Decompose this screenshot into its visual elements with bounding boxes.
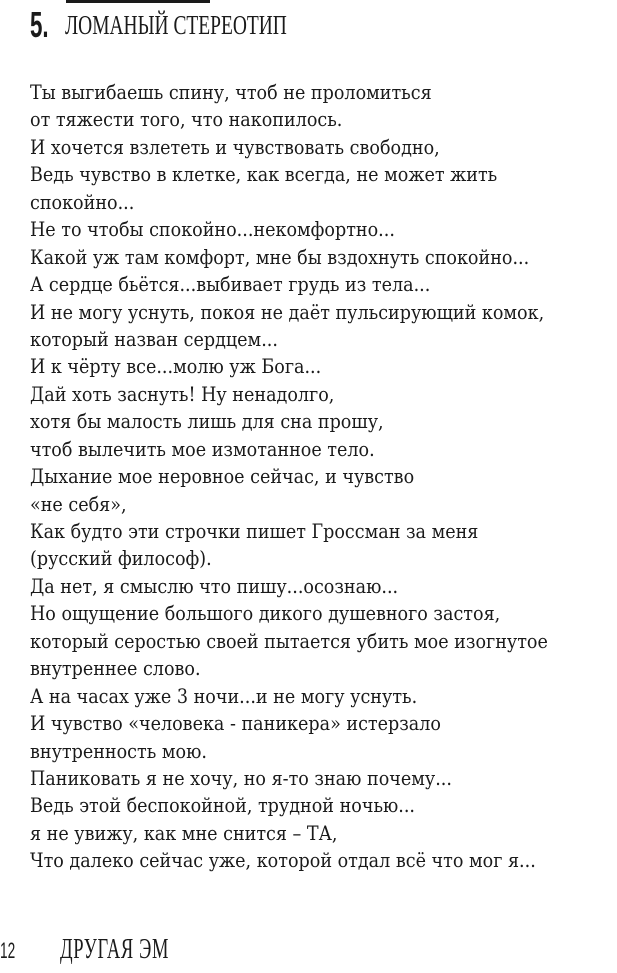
poem-line: Да нет, я смыслю что пишу...осознаю... bbox=[30, 574, 399, 598]
poem-line: Паниковать я не хочу, но я-то знаю почему... bbox=[30, 766, 452, 790]
poem-line: И не могу уснуть, покоя не даёт пульсирующий комок, bbox=[30, 300, 545, 324]
poem-line: от тяжести того, что накопилось. bbox=[30, 108, 343, 132]
chapter-number: 5. bbox=[30, 4, 49, 45]
poem-line: внутреннее слово. bbox=[30, 657, 201, 681]
poem-line: Не то чтобы спокойно...некомфортно... bbox=[30, 218, 395, 242]
poem-line: я не увижу, как мне снится – ТА, bbox=[30, 821, 338, 845]
poem-line: Ты выгибаешь спину, чтоб не проломиться bbox=[30, 81, 432, 104]
poem-line: Ведь чувство в клетке, как всегда, не может жить bbox=[30, 163, 498, 187]
poem-line: Что далеко сейчас уже, которой отдал всё что мог я... bbox=[30, 849, 536, 873]
poem-line: Ведь этой беспокойной, трудной ночью... bbox=[30, 794, 416, 818]
page-number: 12 bbox=[0, 938, 16, 963]
poem-line: внутренность мою. bbox=[30, 739, 207, 763]
poem-line: чтоб вылечить мое измотанное тело. bbox=[30, 437, 375, 461]
chapter-heading bbox=[30, 6, 373, 44]
poem-line: (русский философ). bbox=[30, 547, 212, 571]
poem-line: Как будто эти строчки пишет Гроссман за меня bbox=[30, 520, 479, 543]
poem-line: Дай хоть заснуть! Ну ненадолго, bbox=[30, 382, 335, 406]
poem-line: который назван сердцем... bbox=[30, 327, 278, 351]
poem-line: Дыхание мое неровное сейчас, и чувство bbox=[30, 465, 415, 489]
top-rule bbox=[66, 0, 210, 3]
poem-line: И к чёрту все...молю уж Бога... bbox=[30, 355, 322, 379]
poem-line: «не себя», bbox=[30, 492, 127, 516]
poem-line: хотя бы малость лишь для сна прошу, bbox=[30, 410, 384, 434]
poem-body bbox=[30, 79, 617, 875]
poem-line: Но ощущение большого дикого душевного застоя, bbox=[30, 602, 501, 626]
poem-line: Какой уж там комфорт, мне бы вздохнуть спокойно... bbox=[30, 245, 530, 269]
poem-line: который серостью своей пытается убить мое изогнутое bbox=[30, 629, 548, 653]
chapter-title: ЛОМАНЫЙ СТЕРЕОТИП bbox=[65, 10, 287, 40]
poem-line: А на часах уже 3 ночи...и не могу уснуть. bbox=[30, 684, 418, 708]
poem-line: И чувство «человека - паникера» истерзало bbox=[30, 712, 441, 736]
poem-line: А сердце бьётся...выбивает грудь из тела... bbox=[30, 273, 431, 297]
poem-line: спокойно... bbox=[30, 190, 135, 214]
footer-logo: ДРУГАЯ ЭМ bbox=[60, 934, 170, 965]
poem-line: И хочется взлететь и чувствовать свободно, bbox=[30, 135, 440, 159]
